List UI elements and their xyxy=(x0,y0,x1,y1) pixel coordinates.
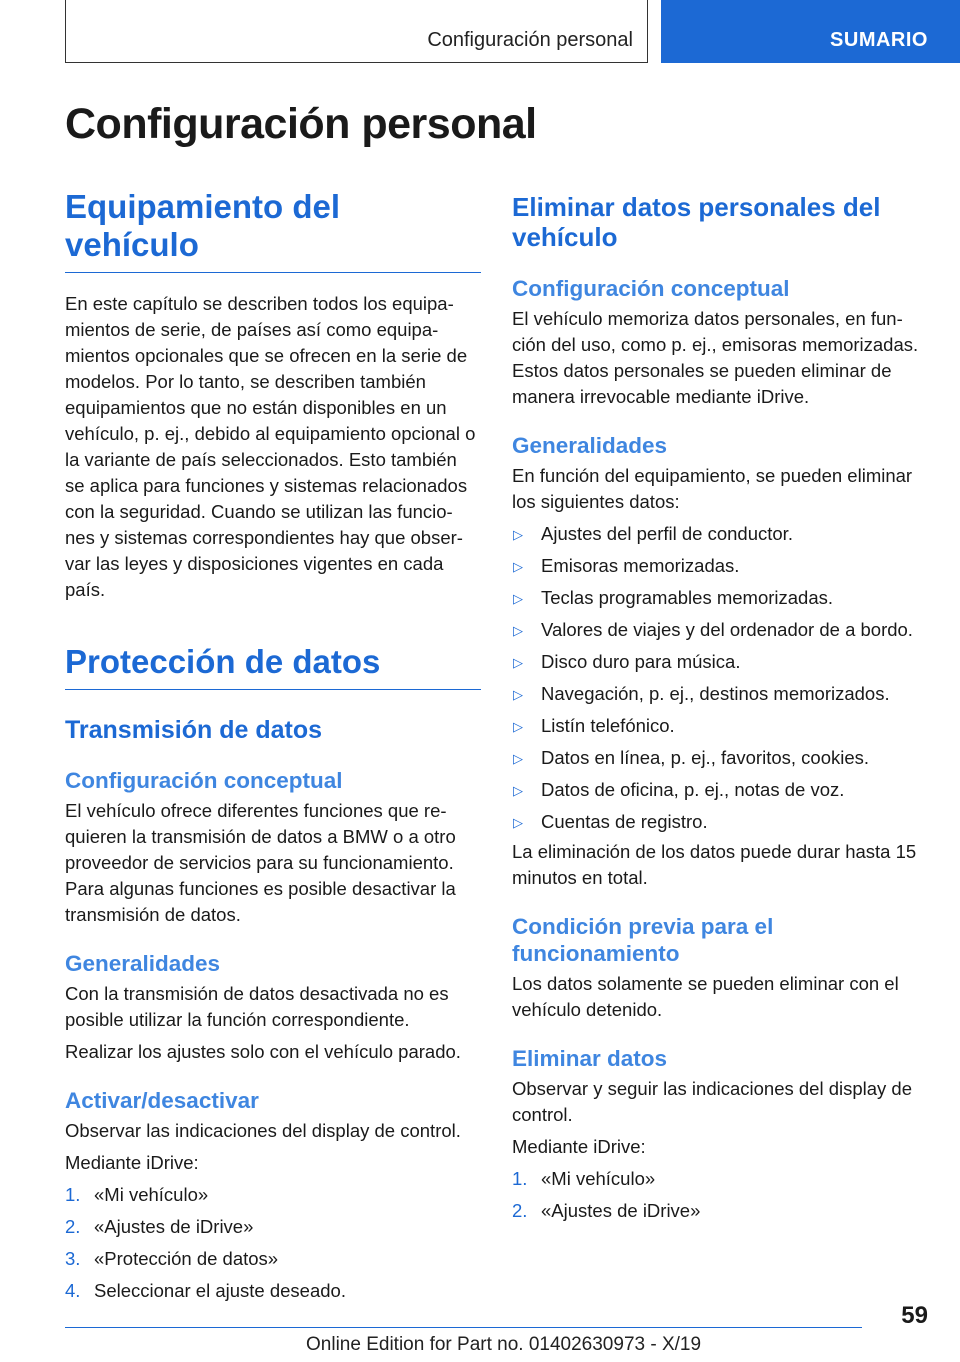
step-text: «Protección de datos» xyxy=(94,1247,279,1269)
deletable-data-list xyxy=(512,521,928,835)
list-item xyxy=(512,617,928,643)
step-text: Seleccionar el ajuste deseado. xyxy=(94,1279,346,1301)
bullet-text: Listín telefónico. xyxy=(541,714,675,736)
heading-equipamiento: Equipamiento del vehículo xyxy=(65,188,481,273)
paragraph-activar-2: Mediante iDrive: xyxy=(65,1151,199,1173)
paragraph-generalidades-2: Realizar los ajustes solo con el vehículo parado. xyxy=(65,1040,461,1062)
step-number: 2. xyxy=(512,1199,528,1221)
header-section-box xyxy=(65,0,648,63)
paragraph-configuracion: El vehículo ofrece diferentes funciones que re-quieren la transmisión de datos a BMW o a otro proveedor de servicios para su funcionamiento. Para algunas funciones es posible desactivar la transmisión de datos. xyxy=(65,799,456,925)
paragraph-activar-1: Observar las indicaciones del display de control. xyxy=(65,1119,461,1141)
header-section-title: Configuración personal xyxy=(427,29,633,51)
step-number: 4. xyxy=(65,1279,81,1301)
bullet-text: Datos de oficina, p. ej., notas de voz. xyxy=(541,778,845,800)
step-number: 1. xyxy=(65,1183,81,1205)
toc-button[interactable] xyxy=(661,0,960,63)
bullet-text: Cuentas de registro. xyxy=(541,810,708,832)
steps-list-right xyxy=(512,1166,928,1224)
paragraph-configuracion-right: El vehículo memoriza datos personales, en fun-ción del uso, como p. ej., emisoras memorizadas. Estos datos personales se pueden eliminar de manera irrevocable mediante iDrive. xyxy=(512,307,919,407)
steps-list xyxy=(65,1182,481,1304)
heading-generalidades-right: Generalidades xyxy=(512,432,668,458)
triangle-right-icon: ▷ xyxy=(513,622,523,638)
triangle-right-icon: ▷ xyxy=(513,750,523,766)
list-item xyxy=(512,713,928,739)
triangle-right-icon: ▷ xyxy=(513,590,523,606)
triangle-right-icon: ▷ xyxy=(513,718,523,734)
toc-button-label: SUMARIO xyxy=(830,29,928,51)
triangle-right-icon: ▷ xyxy=(513,558,523,574)
step-text: «Mi vehículo» xyxy=(94,1183,209,1205)
paragraph-generalidades-1: Con la transmisión de datos desactivada no es posible utilizar la función correspondiente. xyxy=(65,982,449,1030)
right-column xyxy=(512,193,928,1224)
heading-eliminar-datos: Eliminar datos xyxy=(512,1045,668,1071)
bullet-text: Datos en línea, p. ej., favoritos, cookies. xyxy=(541,746,870,768)
heading-activar-desactivar: Activar/desactivar xyxy=(65,1087,259,1113)
list-item xyxy=(512,1166,928,1192)
page-number: 59 xyxy=(901,1302,928,1329)
triangle-right-icon: ▷ xyxy=(513,782,523,798)
step-number: 1. xyxy=(512,1167,528,1189)
list-item xyxy=(65,1246,481,1272)
list-item xyxy=(512,649,928,675)
page-title: Configuración personal xyxy=(65,100,537,148)
list-item xyxy=(512,1198,928,1224)
paragraph-equipamiento: En este capítulo se describen todos los equipa-mientos de serie, de países así como equipa-mientos opcionales que se ofrecen en la serie de modelos. Por lo tanto, se describen también equipamientos que no están disponibles en un vehículo, p. ej., debido al equipamiento opcional o la variante de país seleccionados. Esto también se aplica para funciones y sistemas relacionados con la seguridad. Cuando se utilizan las funcio-nes y sistemas correspondientes hay que obser-var las leyes y disposiciones vigentes en cada país. xyxy=(65,292,476,600)
step-text: «Ajustes de iDrive» xyxy=(541,1199,701,1221)
bullet-text: Teclas programables memorizadas. xyxy=(541,586,834,608)
list-item xyxy=(512,553,928,579)
list-item xyxy=(512,681,928,707)
paragraph-eliminar-1: Observar y seguir las indicaciones del display de control. xyxy=(512,1077,913,1125)
step-text: «Mi vehículo» xyxy=(541,1167,656,1189)
footer-divider xyxy=(65,1327,862,1328)
list-item xyxy=(512,585,928,611)
list-item xyxy=(65,1182,481,1208)
paragraph-condicion: Los datos solamente se pueden eliminar con el vehículo detenido. xyxy=(512,972,899,1020)
left-column xyxy=(65,188,481,1304)
heading-configuracion-conceptual-right: Configuración conceptual xyxy=(512,275,790,301)
list-item xyxy=(65,1278,481,1304)
paragraph-generalidades-right: En función del equipamiento, se pueden eliminar los siguientes datos: xyxy=(512,464,913,512)
step-text: «Ajustes de iDrive» xyxy=(94,1215,254,1237)
heading-transmision-datos: Transmisión de datos xyxy=(65,715,323,744)
heading-configuracion-conceptual: Configuración conceptual xyxy=(65,767,343,793)
bullet-text: Navegación, p. ej., destinos memorizados. xyxy=(541,682,890,704)
heading-eliminar-datos-personales: Eliminar datos personales del vehículo xyxy=(512,192,881,252)
heading-condicion-previa: Condición previa para el funcionamiento xyxy=(512,913,774,966)
list-item xyxy=(65,1214,481,1240)
heading-proteccion-datos: Protección de datos xyxy=(65,643,481,690)
triangle-right-icon: ▷ xyxy=(513,814,523,830)
bullet-text: Ajustes del perfil de conductor. xyxy=(541,522,793,544)
list-item xyxy=(512,777,928,803)
bullet-text: Valores de viajes y del ordenador de a bordo. xyxy=(541,618,913,640)
triangle-right-icon: ▷ xyxy=(513,654,523,670)
bullet-text: Emisoras memorizadas. xyxy=(541,554,740,576)
footer-edition: Online Edition for Part no. 01402630973 - X/19 xyxy=(306,1334,702,1355)
heading-generalidades: Generalidades xyxy=(65,950,221,976)
list-item xyxy=(512,521,928,547)
triangle-right-icon: ▷ xyxy=(513,686,523,702)
list-item xyxy=(512,745,928,771)
paragraph-eliminar-2: Mediante iDrive: xyxy=(512,1135,646,1157)
bullet-text: Disco duro para música. xyxy=(541,650,741,672)
step-number: 3. xyxy=(65,1247,81,1269)
paragraph-duracion: La eliminación de los datos puede durar hasta 15 minutos en total. xyxy=(512,840,917,888)
list-item xyxy=(512,809,928,835)
triangle-right-icon: ▷ xyxy=(513,526,523,542)
step-number: 2. xyxy=(65,1215,81,1237)
